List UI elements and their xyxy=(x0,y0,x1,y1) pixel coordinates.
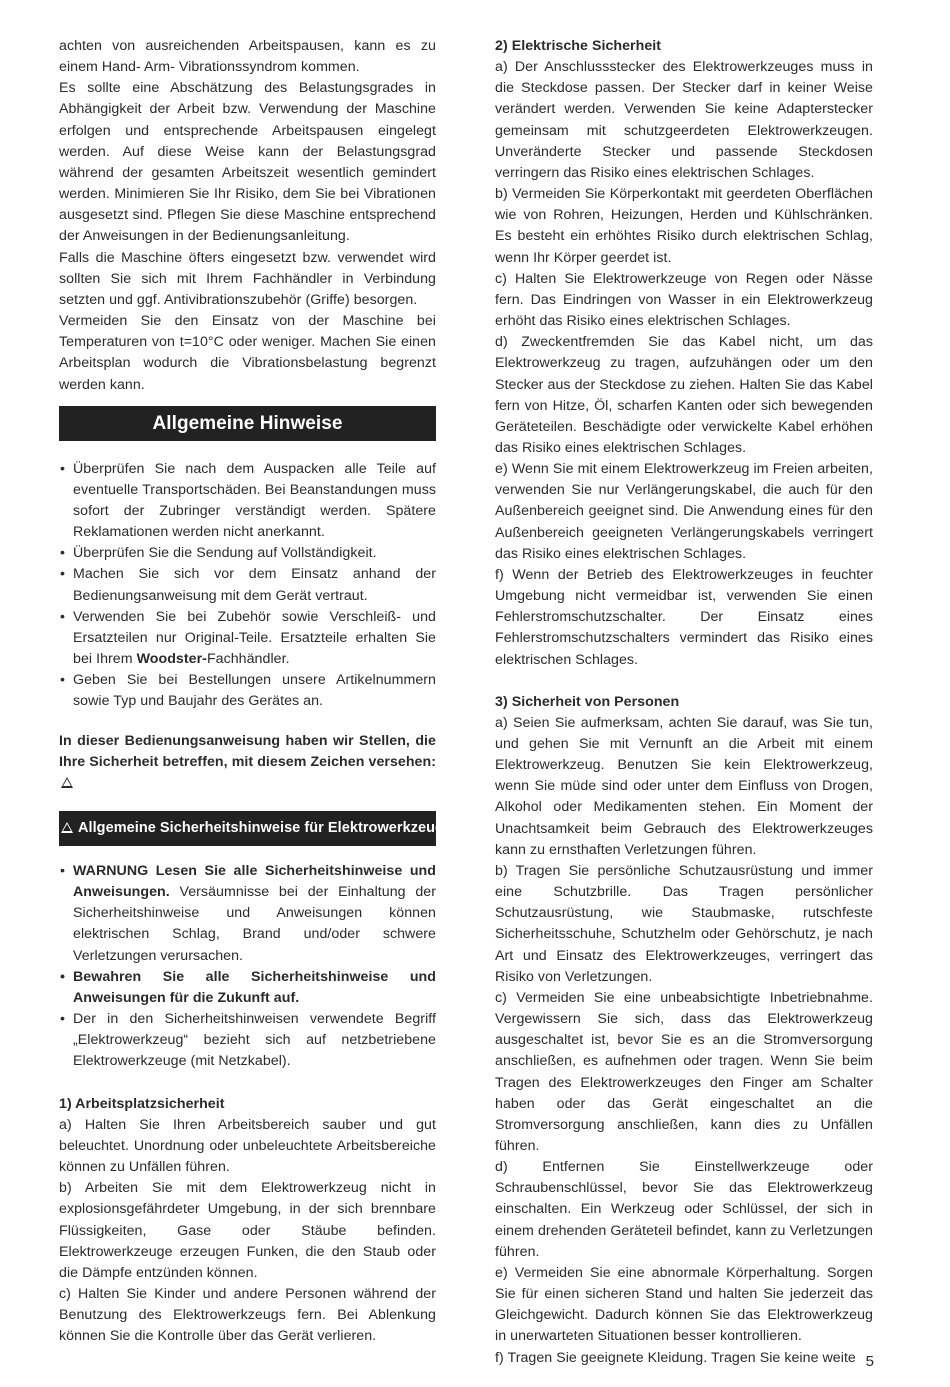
electric-paragraph-e: e) Wenn Sie mit einem Elektrowerkzeug im Freien arbeiten, verwenden Sie nur Verlängerungskabel, die auch für den Außenbereich geeignet sind. Die Anwendung eines für den Außenbereich geeigneten Verlängerungskabels verringert das Risiko eines elektrischen Schlages. xyxy=(495,461,873,562)
spacer xyxy=(495,671,873,692)
list-item xyxy=(59,967,436,1009)
list-item xyxy=(59,564,436,606)
general-notes-list xyxy=(59,459,436,713)
list-item xyxy=(59,1009,436,1072)
list-item-text: Verwenden Sie bei Zubehör sowie Verschleiß- und Ersatzteilen nur Original-Teile. Ersatzteile erhalten Sie bei Ihrem xyxy=(73,608,436,668)
list-item xyxy=(59,861,436,967)
workplace-paragraph-c: c) Halten Sie Kinder und andere Personen während der Benutzung des Elektrowerkzeugs fern. Bei Ablenkung können Sie die Kontrolle über das Gerät verlieren. xyxy=(59,1285,436,1345)
list-item xyxy=(59,670,436,712)
general-notes-heading: Allgemeine Hinweise xyxy=(59,406,436,441)
list-item-text: Überprüfen Sie nach dem Auspacken alle Teile auf eventuelle Transportschäden. Bei Beanstandungen muss sofort der Zubringer verständigt werden. Spätere Reklamationen werden nicht anerkannt. xyxy=(73,460,436,541)
workplace-heading: 1) Arbeitsplatzsicherheit xyxy=(59,1095,225,1112)
workplace-paragraph-a: a) Halten Sie Ihren Arbeitsbereich sauber und gut beleuchtet. Unordnung oder unbeleuchtete Arbeitsbereiche können zu Unfällen führen. xyxy=(59,1116,436,1176)
brand-name: Woodster- xyxy=(136,651,207,668)
persons-paragraph-c: c) Vermeiden Sie eine unbeabsichtigte Inbetriebnahme. Vergewissern Sie sich, dass das Elektrowerkzeug ausgeschaltet ist, bevor Sie es an die Stromversorgung anschließen, es aufnehmen oder tragen. Wenn Sie beim Tragen des Elektrowerkzeuges den Finger am Schalter haben oder das Gerät eingeschaltet an die Stromversorgung anschließen, kann dies zu Unfällen führen. xyxy=(495,989,873,1154)
list-item xyxy=(59,607,436,670)
electric-heading: 2) Elektrische Sicherheit xyxy=(495,38,662,54)
list-item xyxy=(59,459,436,544)
intro-paragraph-3: Falls die Maschine öfters eingesetzt bzw. verwendet wird sollten Sie sich mit Ihrem Fachhändler in Verbindung setzten und ggf. Antivibrationszubehör (Griffe) besorgen. xyxy=(59,249,436,308)
list-item-text: Überprüfen Sie die Sendung auf Vollständigkeit. xyxy=(73,545,377,562)
symbol-note xyxy=(59,731,436,794)
warning-label: WARNUNG Lesen Sie alle Sicherheitshinweise und Anweisungen. xyxy=(73,863,436,901)
persons-paragraph-a: a) Seien Sie aufmerksam, achten Sie darauf, was Sie tun, und gehen Sie mit Vernunft an die Arbeit mit einem Elektrowerkzeug. Benutzen Sie kein Elektrowerkzeug, wenn Sie müde sind oder unter dem Einfluss von Drogen, Alkohol oder Medikamenten stehen. Ein Moment der Unachtsamkeit beim Gebrauch des Elektrowerkzeuges kann zu ernsthaften Verletzungen führen. xyxy=(495,714,873,858)
persons-paragraph-e: e) Vermeiden Sie eine abnormale Körperhaltung. Sorgen Sie für einen sicheren Stand und halten Sie jederzeit das Gleichgewicht. Dadurch können Sie das Elektrowerkzeug in unerwarteten Situationen besser kontrollieren. xyxy=(495,1264,873,1345)
intro-paragraph-2: Es sollte eine Abschätzung des Belastungsgrades in Abhängigkeit der Arbeit bzw. Verwendung der Maschine erfolgen und entsprechende Arbeitspausen eingelegt werden. Auf diese Weise kann der Belastungsgrad während der gesamten Arbeitszeit wesentlich gemindert werden. Minimieren Sie Ihr Risiko, dem Sie bei Vibrationen ausgesetzt sind. Pflegen Sie diese Maschine entsprechend der Anweisungen in der Bedienungsanleitung. xyxy=(59,80,436,245)
persons-paragraph-f: f) Tragen Sie geeignete Kleidung. Tragen Sie keine weite xyxy=(495,1349,856,1366)
left-column xyxy=(59,36,453,1347)
warning-triangle-icon xyxy=(61,822,73,833)
spacer xyxy=(59,1073,436,1094)
list-item-text: Der in den Sicherheitshinweisen verwendete Begriff „Elektrowerkzeug“ bezieht sich auf netzbetriebene Elektrowerkzeuge (mit Netzkabel). xyxy=(73,1011,436,1070)
warning-triangle-icon xyxy=(61,777,73,788)
electric-paragraph-b: b) Vermeiden Sie Körperkontakt mit geerdeten Oberflächen wie von Rohren, Heizungen, Herden und Kühlschränken. Es besteht ein erhöhtes Risiko durch elektrischen Schlag, wenn Ihr Körper geerdet ist. xyxy=(495,186,873,266)
safety-heading xyxy=(59,811,453,846)
list-item-text: Fachhändler. xyxy=(206,651,290,668)
list-item-text: Versäumnisse bei der Einhaltung der Sicherheitshinweise und Anweisungen können elektrischen Schlag, Brand und/oder schwere Verletzungen verursachen. xyxy=(73,884,436,964)
electric-paragraph-c: c) Halten Sie Elektrowerkzeuge von Regen oder Nässe fern. Das Eindringen von Wasser in ein Elektrowerkzeug erhöht das Risiko eines elektrischen Schlages. xyxy=(495,270,873,330)
intro-paragraph-1: achten von ausreichenden Arbeitspausen, kann es zu einem Hand- Arm- Vibrationssyndrom kommen. xyxy=(59,38,436,76)
workplace-paragraph-b: b) Arbeiten Sie mit dem Elektrowerkzeug nicht in explosionsgefährdeter Umgebung, in der sich brennbare Flüssigkeiten, Gase oder Stäube befinden. Elektrowerkzeuge erzeugen Funken, die den Staub oder die Dämpfe entzünden können. xyxy=(59,1180,436,1281)
safety-heading-text: Allgemeine Sicherheitshinweise für Elektrowerkzeuge xyxy=(78,820,453,836)
list-item-text: Machen Sie sich vor dem Einsatz anhand der Bedienungsanweisung mit dem Gerät vertraut. xyxy=(73,566,436,604)
persons-heading: 3) Sicherheit von Personen xyxy=(495,693,680,710)
persons-paragraph-b: b) Tragen Sie persönliche Schutzausrüstung und immer eine Schutzbrille. Das Tragen persönlicher Schutzausrüstung, wie Staubmaske, rutschfeste Sicherheitsschuhe, Schutzhelm oder Gehörschutz, je nach Art und Einsatz des Elektrowerkzeuges, verringert das Risiko von Verletzungen. xyxy=(495,862,873,985)
electric-paragraph-d: d) Zweckentfremden Sie das Kabel nicht, um das Elektrowerkzeug zu tragen, aufzuhängen oder um den Stecker aus der Steckdose zu ziehen. Halten Sie das Kabel fern von Hitze, Öl, scharfen Kanten oder sich bewegenden Geräteteilen. Beschädigte oder verwickelte Kabel erhöhen das Risiko eines elektrischen Schlages. xyxy=(495,334,873,456)
page-number: 5 xyxy=(865,1353,874,1370)
electric-paragraph-a: a) Der Anschlussstecker des Elektrowerkzeuges muss in die Steckdose passen. Der Stecker darf in keiner Weise verändert werden. Verwenden Sie keine Adapterstecker gemeinsam mit schutzgeerdeten Elektrowerkzeugen. Unveränderte Stecker und passende Steckdosen verringern das Risiko eines elektrischen Schlages. xyxy=(495,59,873,181)
list-item xyxy=(59,543,436,564)
symbol-note-text: In dieser Bedienungsanweisung haben wir Stellen, die Ihre Sicherheit betreffen, mit diesem Zeichen versehen: xyxy=(59,732,436,770)
list-item-text: Bewahren Sie alle Sicherheitshinweise und Anweisungen für die Zukunft auf. xyxy=(73,968,436,1006)
list-item-text: Geben Sie bei Bestellungen unsere Artikelnummern sowie Typ und Baujahr des Gerätes an. xyxy=(73,672,436,710)
intro-paragraph-4: Vermeiden Sie den Einsatz von der Maschine bei Temperaturen von t=10°C oder weniger. Machen Sie einen Arbeitsplan wodurch die Vibrationsbelastung begrenzt werden kann. xyxy=(59,313,436,393)
persons-paragraph-d: d) Entfernen Sie Einstellwerkzeuge oder Schraubenschlüssel, bevor Sie das Elektrowerkzeug einschalten. Ein Werkzeug oder Schlüssel, der sich in einem drehenden Geräteteil befindet, kann zu Verletzungen führen. xyxy=(495,1159,873,1260)
safety-list xyxy=(59,861,436,1073)
electric-paragraph-f: f) Wenn der Betrieb des Elektrowerkzeuges in feuchter Umgebung nicht vermeidbar ist, verwenden Sie einen Fehlerstromschutzschalter. Der Einsatz eines Fehlerstromschutzschalters vermindert das Risiko eines elektrischen Schlages. xyxy=(495,566,873,668)
right-column xyxy=(495,36,873,1369)
